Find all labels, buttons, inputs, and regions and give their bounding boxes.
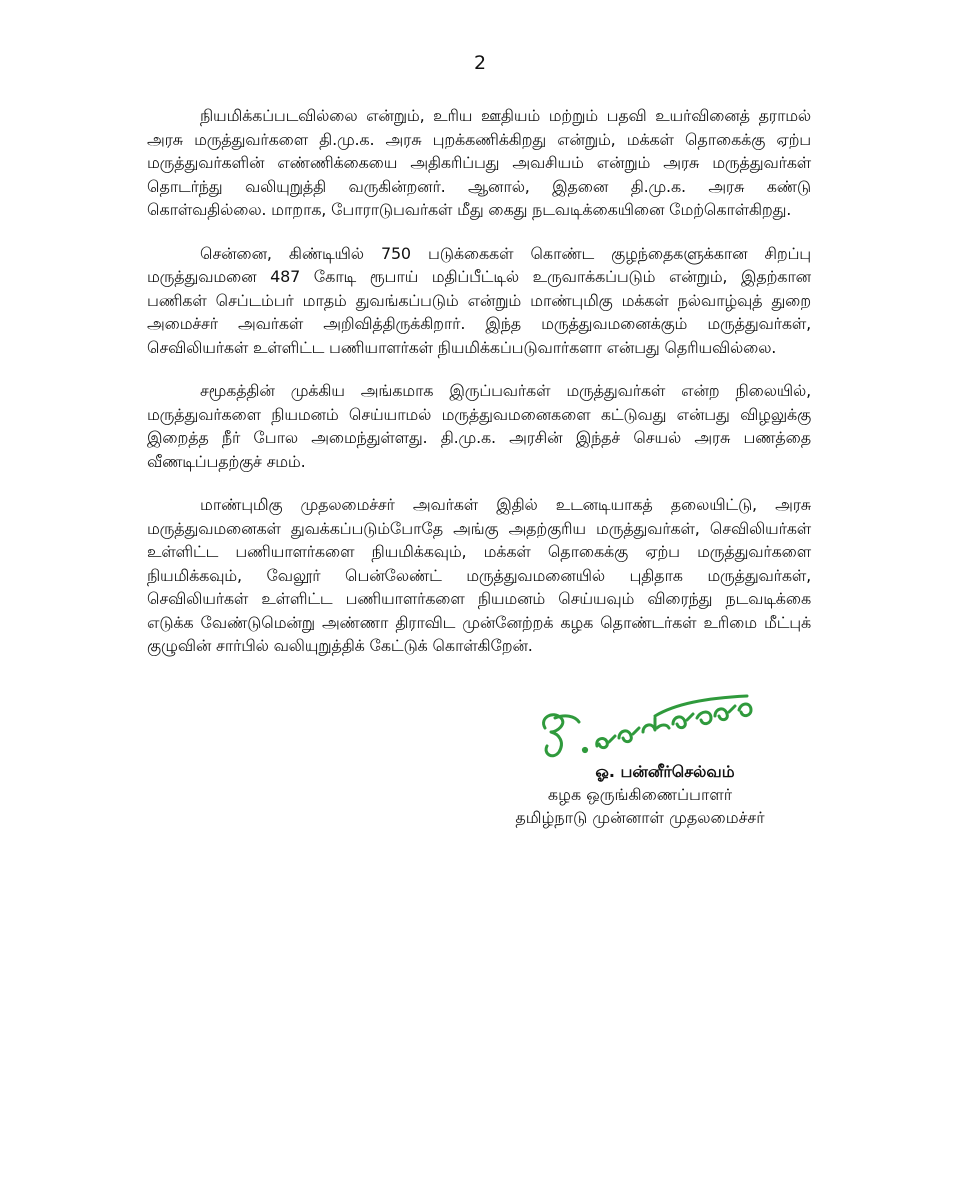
- paragraph-3: சமூகத்தின் முக்கிய அங்கமாக இருப்பவர்கள் மருத்துவர்கள் என்ற நிலையில், மருத்துவர்களை நியமனம் செய்யாமல் மருத்துவமனைகளை கட்டுவது என்பது விழலுக்கு இறைத்த நீர் போல அமைந்துள்ளது. தி.மு.க. அரசின் இந்தச் செயல் அரசு பணத்தை வீணடிப்பதற்குச் சமம்.: [147, 381, 811, 471]
- signatory-name: ஓ. பன்னீர்செல்வம்: [595, 762, 735, 781]
- letter-body: [147, 104, 811, 678]
- signatory-designation: கழக ஒருங்கிணைப்பாளர்: [547, 785, 733, 804]
- paragraph-1: நியமிக்கப்படவில்லை என்றும், உரிய ஊதியம் மற்றும் பதவி உயர்வினைத் தராமல் அரசு மருத்துவர்களை தி.மு.க. அரசு புறக்கணிக்கிறது என்றும், மக்கள் தொகைக்கு ஏற்ப மருத்துவர்களின் எண்ணிக்கையை அதிகரிப்பது அவசியம் என்றும் அரசு மருத்துவர்கள் தொடர்ந்து வலியுறுத்தி வருகின்றனர். ஆனால், இதனை தி.மு.க. அரசு கண்டு கொள்வதில்லை. மாறாக, போராடுபவர்கள் மீது கைது நடவடிக்கையினை மேற்கொள்கிறது.: [147, 106, 812, 219]
- signatory-former-role: தமிழ்நாடு முன்னாள் முதலமைச்சர்: [515, 808, 765, 827]
- paragraph-2: சென்னை, கிண்டியில் 750 படுக்கைகள் கொண்ட குழந்தைகளுக்கான சிறப்பு மருத்துவமனை 487 கோடி ரூபாய் மதிப்பீட்டில் உருவாக்கப்படும் என்றும், இதற்கான பணிகள் செப்டம்பர் மாதம் துவங்கப்படும் என்றும் மாண்புமிகு மக்கள் நல்வாழ்வுத் துறை அமைச்சர் அவர்கள் அறிவித்திருக்கிறார். இந்த மருத்துவமனைக்கும் மருத்துவர்கள், செவிலியர்கள் உள்ளிட்ட பணியாளர்கள் நியமிக்கப்படுவார்களா என்பது தெரியவில்லை.: [147, 243, 811, 357]
- page-number: 2: [473, 52, 487, 74]
- signature-block: [470, 760, 810, 829]
- paragraph-4: மாண்புமிகு முதலமைச்சர் அவர்கள் இதில் உடனடியாகத் தலையிட்டு, அரசு மருத்துவமனைகள் துவக்கப்படும்போதே அங்கு அதற்குரிய மருத்துவர்கள், செவிலியர்கள் உள்ளிட்ட பணியாளர்களை நியமிக்கவும், மக்கள் தொகைக்கு ஏற்ப மருத்துவர்களை நியமிக்கவும், வேலூர் பென்லேண்ட் மருத்துவமனையில் புதிதாக மருத்துவர்கள், செவிலியர்கள் உள்ளிட்ட பணியாளர்களை நியமனம் செய்யவும் விரைந்து நடவடிக்கை எடுக்க வேண்டுமென்று அண்ணா திராவிட முன்னேற்றக் கழக தொண்டர்கள் உரிமை மீட்புக் குழுவின் சார்பில் வலியுறுத்திக் கேட்டுக் கொள்கிறேன்.: [147, 495, 812, 655]
